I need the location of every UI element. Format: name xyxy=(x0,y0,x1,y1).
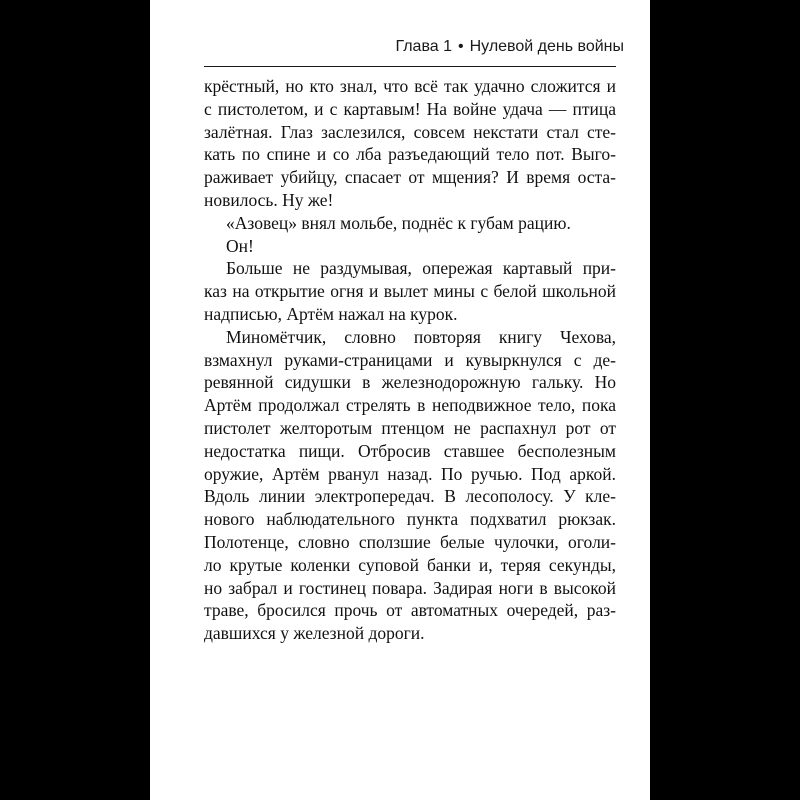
text-line: крёстный, но кто знал, что всё так удачно сложится и xyxy=(204,76,616,96)
body-text xyxy=(204,75,616,645)
text-line: Он! xyxy=(226,235,254,256)
chapter-title: Нулевой день войны xyxy=(469,38,624,55)
text-line: новилось. Ну же! xyxy=(204,189,334,210)
text-line: пистолет желторотым птенцом не распахнул рот от xyxy=(204,417,616,438)
text-line: «Азовец» внял мольбе, поднёс к губам рацию. xyxy=(226,212,571,233)
text-line: оружие, Артём рванул назад. По ручью. Под аркой. xyxy=(204,463,616,484)
text-line: кать по спине и со лба разъедающий тело пот. Выго- xyxy=(204,144,616,165)
text-line: Больше не раздумывая, опережая картавый при- xyxy=(226,258,616,279)
text-line: Артём продолжал стрелять в неподвижное тело, пока xyxy=(204,395,616,416)
header-rule xyxy=(204,66,616,67)
text-line: Полотенце, словно сползшие белые чулочки, оголи- xyxy=(204,531,616,552)
header-bullet: • xyxy=(458,38,464,55)
book-page xyxy=(150,0,650,800)
text-line: каз на открытие огня и вылет мины с белой школьной xyxy=(204,281,616,302)
text-line: раживает убийцу, спасает от мщения? И время оста- xyxy=(204,167,616,188)
text-line: с пистолетом, и с картавым! На войне удача — птица xyxy=(204,98,616,119)
text-line: Миномётчик, словно повторяя книгу Чехова, xyxy=(226,326,616,347)
text-line: залётная. Глаз заслезился, совсем некстати стал сте- xyxy=(204,121,616,142)
text-line: ревянной сидушки в железнодорожную гальку. Но xyxy=(204,372,616,393)
text-line: взмахнул руками-страницами и кувыркнулся с де- xyxy=(204,349,616,370)
text-line: недостатка пищи. Отбросив ставшее бесполезным xyxy=(204,440,616,461)
text-line: ло крутые коленки суповой банки и, теряя секунды, xyxy=(204,554,616,575)
text-line: надписью, Артём нажал на курок. xyxy=(204,303,458,324)
text-line: Вдоль линии электропередач. В лесополосу. У кле- xyxy=(204,486,616,507)
running-header xyxy=(150,38,624,56)
text-line: нового наблюдательного пункта подхватил рюкзак. xyxy=(204,509,616,530)
text-line: давшихся у железной дороги. xyxy=(204,623,425,644)
text-line: траве, бросился прочь от автоматных очередей, раз- xyxy=(204,600,616,621)
chapter-label: Глава 1 xyxy=(395,38,452,55)
text-line: но забрал и гостинец повара. Задирая ноги в высокой xyxy=(204,577,616,598)
